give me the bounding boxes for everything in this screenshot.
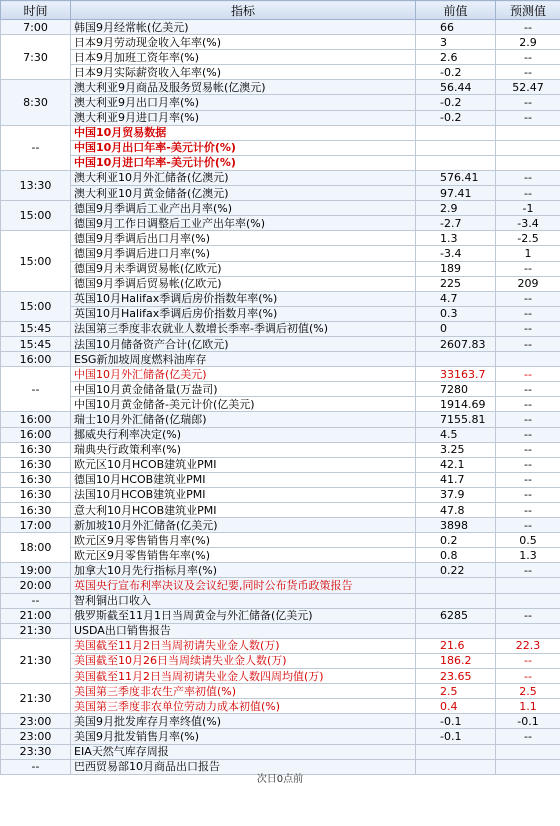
row-forecast: 1 xyxy=(496,246,560,261)
row-previous: 66 xyxy=(416,20,496,35)
row-indicator: 中国10月黄金储备量(万盎司) xyxy=(71,382,416,397)
row-forecast: 2.9 xyxy=(496,35,560,50)
row-forecast: -1 xyxy=(496,201,560,216)
table-row[interactable] xyxy=(1,216,560,231)
row-forecast: -- xyxy=(496,669,560,684)
row-indicator: 中国10月贸易数据 xyxy=(71,125,416,140)
row-indicator: 澳大利亚9月商品及服务贸易帐(亿澳元) xyxy=(71,80,416,95)
row-forecast: -- xyxy=(496,95,560,110)
row-indicator: 俄罗斯截至11月1日当周黄金与外汇储备(亿美元) xyxy=(71,608,416,623)
table-row[interactable] xyxy=(1,155,560,170)
row-time: 21:30 xyxy=(1,623,71,638)
row-previous: 3898 xyxy=(416,518,496,533)
row-forecast: -- xyxy=(496,608,560,623)
row-previous: 2.6 xyxy=(416,50,496,65)
row-previous: 97.41 xyxy=(416,186,496,201)
table-row[interactable] xyxy=(1,487,560,502)
row-forecast: 2.5 xyxy=(496,684,560,699)
table-row[interactable] xyxy=(1,427,560,442)
row-forecast xyxy=(496,578,560,593)
row-time: 23:00 xyxy=(1,714,71,729)
row-previous: 47.8 xyxy=(416,503,496,518)
row-previous: 2607.83 xyxy=(416,336,496,351)
row-time: 15:00 xyxy=(1,231,71,291)
row-time: 18:00 xyxy=(1,533,71,563)
table-row[interactable] xyxy=(1,533,560,548)
row-forecast: -- xyxy=(496,382,560,397)
table-row[interactable] xyxy=(1,563,560,578)
row-previous xyxy=(416,744,496,759)
row-indicator: 英国央行宣布利率决议及会议纪要,同时公布货币政策报告 xyxy=(71,578,416,593)
table-row[interactable] xyxy=(1,352,560,367)
table-row[interactable] xyxy=(1,744,560,759)
header-forecast: 预测值 xyxy=(496,1,560,20)
row-previous: 0.3 xyxy=(416,306,496,321)
row-indicator: 美国截至11月2日当周初请失业金人数四周均值(万) xyxy=(71,669,416,684)
row-time: 16:30 xyxy=(1,487,71,502)
row-previous: -2.7 xyxy=(416,216,496,231)
table-row[interactable] xyxy=(1,65,560,80)
header-time: 时间 xyxy=(1,1,71,20)
row-previous: -0.2 xyxy=(416,95,496,110)
table-row[interactable] xyxy=(1,608,560,623)
row-time: 20:00 xyxy=(1,578,71,593)
row-forecast: 22.3 xyxy=(496,638,560,653)
table-row[interactable] xyxy=(1,699,560,714)
table-row[interactable] xyxy=(1,367,560,382)
row-forecast: -- xyxy=(496,20,560,35)
header-previous: 前值 xyxy=(416,1,496,20)
row-forecast: -- xyxy=(496,518,560,533)
row-previous: 21.6 xyxy=(416,638,496,653)
row-time: 23:00 xyxy=(1,729,71,744)
row-previous: 3.25 xyxy=(416,442,496,457)
row-forecast: -- xyxy=(496,186,560,201)
row-previous xyxy=(416,623,496,638)
row-previous: 189 xyxy=(416,261,496,276)
row-indicator: 美国截至11月2日当周初请失业金人数(万) xyxy=(71,638,416,653)
row-forecast xyxy=(496,140,560,155)
table-row[interactable] xyxy=(1,170,560,185)
row-indicator: 韩国9月经常帐(亿美元) xyxy=(71,20,416,35)
row-indicator: 美国第三季度非农生产率初值(%) xyxy=(71,684,416,699)
row-forecast: -- xyxy=(496,306,560,321)
row-previous: -0.2 xyxy=(416,65,496,80)
row-indicator: 澳大利亚10月黄金储备(亿澳元) xyxy=(71,186,416,201)
row-previous: 0.8 xyxy=(416,548,496,563)
row-forecast: -- xyxy=(496,487,560,502)
table-header xyxy=(1,1,560,20)
table-row[interactable] xyxy=(1,669,560,684)
table-row[interactable] xyxy=(1,201,560,216)
row-previous: 37.9 xyxy=(416,487,496,502)
row-time: 15:00 xyxy=(1,201,71,231)
row-indicator: 美国第三季度非农单位劳动力成本初值(%) xyxy=(71,699,416,714)
row-previous: 576.41 xyxy=(416,170,496,185)
row-time: 15:45 xyxy=(1,321,71,336)
table-row[interactable] xyxy=(1,548,560,563)
table-row[interactable] xyxy=(1,336,560,351)
row-indicator: 澳大利亚9月进口月率(%) xyxy=(71,110,416,125)
table-row[interactable] xyxy=(1,729,560,744)
row-previous xyxy=(416,759,496,774)
row-forecast: -- xyxy=(496,442,560,457)
row-previous xyxy=(416,155,496,170)
row-forecast: -- xyxy=(496,503,560,518)
row-indicator: 澳大利亚9月出口月率(%) xyxy=(71,95,416,110)
row-previous: 186.2 xyxy=(416,653,496,668)
table-row[interactable] xyxy=(1,623,560,638)
table-row[interactable] xyxy=(1,321,560,336)
row-previous: 56.44 xyxy=(416,80,496,95)
row-previous: 2.5 xyxy=(416,684,496,699)
row-indicator: 新加坡10月外汇储备(亿美元) xyxy=(71,518,416,533)
row-indicator: 德国9月季调后出口月率(%) xyxy=(71,231,416,246)
row-indicator: 日本9月实际薪资收入年率(%) xyxy=(71,65,416,80)
row-time: 21:30 xyxy=(1,638,71,683)
row-indicator: 智利铜出口收入 xyxy=(71,593,416,608)
row-time: 19:00 xyxy=(1,563,71,578)
row-forecast xyxy=(496,759,560,774)
table-row[interactable] xyxy=(1,382,560,397)
table-row[interactable] xyxy=(1,714,560,729)
table-row[interactable] xyxy=(1,578,560,593)
row-time: 23:30 xyxy=(1,744,71,759)
row-time: 21:30 xyxy=(1,684,71,714)
row-forecast: -- xyxy=(496,336,560,351)
row-indicator: 中国10月出口年率-美元计价(%) xyxy=(71,140,416,155)
table-row[interactable] xyxy=(1,291,560,306)
next-day-caption: 次日0点前 xyxy=(256,773,304,785)
row-time: 15:00 xyxy=(1,291,71,321)
table-row[interactable] xyxy=(1,518,560,533)
table-row[interactable] xyxy=(1,397,560,412)
row-previous xyxy=(416,140,496,155)
row-forecast: -- xyxy=(496,321,560,336)
row-previous: -0.1 xyxy=(416,714,496,729)
table-row[interactable] xyxy=(1,442,560,457)
table-row[interactable] xyxy=(1,684,560,699)
row-time: 17:00 xyxy=(1,518,71,533)
row-forecast: -0.1 xyxy=(496,714,560,729)
row-forecast xyxy=(496,593,560,608)
row-indicator: 中国10月黄金储备-美元计价(亿美元) xyxy=(71,397,416,412)
row-forecast: -- xyxy=(496,110,560,125)
row-previous: 7155.81 xyxy=(416,412,496,427)
row-previous: 225 xyxy=(416,276,496,291)
row-forecast: -2.5 xyxy=(496,231,560,246)
row-forecast: 52.47 xyxy=(496,80,560,95)
row-indicator: 巴西贸易部10月商品出口报告 xyxy=(71,759,416,774)
row-previous: -3.4 xyxy=(416,246,496,261)
table-row[interactable] xyxy=(1,35,560,50)
row-previous: 1.3 xyxy=(416,231,496,246)
row-indicator: ESG新加坡周度燃料油库存 xyxy=(71,352,416,367)
row-previous: 0 xyxy=(416,321,496,336)
row-indicator: 美国9月批发库存月率终值(%) xyxy=(71,714,416,729)
table-row[interactable] xyxy=(1,50,560,65)
row-forecast: -- xyxy=(496,291,560,306)
row-time: 16:00 xyxy=(1,352,71,367)
row-indicator: 法国第三季度非农就业人数增长季率-季调后初值(%) xyxy=(71,321,416,336)
row-forecast: 209 xyxy=(496,276,560,291)
row-time: -- xyxy=(1,593,71,608)
table-row[interactable] xyxy=(1,20,560,35)
row-indicator: 德国9月季调后贸易帐(亿欧元) xyxy=(71,276,416,291)
row-previous xyxy=(416,593,496,608)
row-indicator: EIA天然气库存周报 xyxy=(71,744,416,759)
row-previous: 4.7 xyxy=(416,291,496,306)
row-time: 21:00 xyxy=(1,608,71,623)
row-previous: 0.4 xyxy=(416,699,496,714)
row-forecast: -- xyxy=(496,563,560,578)
row-time: -- xyxy=(1,125,71,170)
table-row[interactable] xyxy=(1,186,560,201)
row-forecast xyxy=(496,744,560,759)
row-indicator: USDA出口销售报告 xyxy=(71,623,416,638)
row-previous: 23.65 xyxy=(416,669,496,684)
row-previous: 4.5 xyxy=(416,427,496,442)
row-time: -- xyxy=(1,759,71,774)
row-indicator: 瑞典央行政策利率(%) xyxy=(71,442,416,457)
row-previous: 42.1 xyxy=(416,457,496,472)
row-forecast: -3.4 xyxy=(496,216,560,231)
row-indicator: 日本9月加班工资年率(%) xyxy=(71,50,416,65)
row-previous xyxy=(416,352,496,367)
row-time: 8:30 xyxy=(1,80,71,125)
row-indicator: 中国10月外汇储备(亿美元) xyxy=(71,367,416,382)
row-indicator: 瑞士10月外汇储备(亿瑞郎) xyxy=(71,412,416,427)
table-row[interactable] xyxy=(1,80,560,95)
row-forecast: -- xyxy=(496,427,560,442)
row-indicator: 美国9月批发销售月率(%) xyxy=(71,729,416,744)
row-forecast: -- xyxy=(496,367,560,382)
row-indicator: 德国9月季调后工业产出月率(%) xyxy=(71,201,416,216)
row-forecast: -- xyxy=(496,170,560,185)
row-previous: 1914.69 xyxy=(416,397,496,412)
row-forecast: -- xyxy=(496,653,560,668)
row-time: 16:30 xyxy=(1,457,71,472)
row-indicator: 欧元区9月零售销售月率(%) xyxy=(71,533,416,548)
row-indicator: 澳大利亚10月外汇储备(亿澳元) xyxy=(71,170,416,185)
row-time: 13:30 xyxy=(1,170,71,200)
row-indicator: 美国截至10月26日当周续请失业金人数(万) xyxy=(71,653,416,668)
row-forecast: -- xyxy=(496,65,560,80)
table-row[interactable] xyxy=(1,95,560,110)
row-time: 16:00 xyxy=(1,427,71,442)
row-time: 7:00 xyxy=(1,20,71,35)
row-forecast: -- xyxy=(496,472,560,487)
row-indicator: 欧元区10月HCOB建筑业PMI xyxy=(71,457,416,472)
row-indicator: 日本9月劳动现金收入年率(%) xyxy=(71,35,416,50)
row-time: 16:30 xyxy=(1,442,71,457)
row-previous: -0.2 xyxy=(416,110,496,125)
row-forecast: -- xyxy=(496,261,560,276)
table-row[interactable] xyxy=(1,472,560,487)
table-row[interactable] xyxy=(1,306,560,321)
row-indicator: 德国10月HCOB建筑业PMI xyxy=(71,472,416,487)
row-previous: 6285 xyxy=(416,608,496,623)
table-row[interactable] xyxy=(1,759,560,774)
row-previous: 41.7 xyxy=(416,472,496,487)
row-forecast xyxy=(496,155,560,170)
row-forecast: -- xyxy=(496,50,560,65)
row-time: 7:30 xyxy=(1,35,71,80)
row-forecast: -- xyxy=(496,397,560,412)
row-indicator: 欧元区9月零售销售年率(%) xyxy=(71,548,416,563)
table-row[interactable] xyxy=(1,246,560,261)
row-indicator: 德国9月季调后进口月率(%) xyxy=(71,246,416,261)
row-previous: 33163.7 xyxy=(416,367,496,382)
row-forecast xyxy=(496,623,560,638)
table-row[interactable] xyxy=(1,638,560,653)
row-indicator: 中国10月进口年率-美元计价(%) xyxy=(71,155,416,170)
row-forecast: -- xyxy=(496,412,560,427)
row-previous: -0.1 xyxy=(416,729,496,744)
row-indicator: 挪威央行利率决定(%) xyxy=(71,427,416,442)
table-row[interactable] xyxy=(1,457,560,472)
row-previous xyxy=(416,578,496,593)
row-previous: 7280 xyxy=(416,382,496,397)
table-row[interactable] xyxy=(1,593,560,608)
table-row[interactable] xyxy=(1,653,560,668)
row-previous: 3 xyxy=(416,35,496,50)
row-forecast: 1.1 xyxy=(496,699,560,714)
row-indicator: 法国10月储备资产合计(亿欧元) xyxy=(71,336,416,351)
table-row[interactable] xyxy=(1,503,560,518)
table-row[interactable] xyxy=(1,276,560,291)
row-forecast xyxy=(496,125,560,140)
row-indicator: 英国10月Halifax季调后房价指数年率(%) xyxy=(71,291,416,306)
row-forecast: -- xyxy=(496,729,560,744)
row-indicator: 德国9月工作日调整后工业产出年率(%) xyxy=(71,216,416,231)
row-previous: 0.2 xyxy=(416,533,496,548)
row-indicator: 法国10月HCOB建筑业PMI xyxy=(71,487,416,502)
row-previous: 0.22 xyxy=(416,563,496,578)
table-row[interactable] xyxy=(1,231,560,246)
row-indicator: 德国9月未季调贸易帐(亿欧元) xyxy=(71,261,416,276)
table-row[interactable] xyxy=(1,125,560,140)
row-time: 16:30 xyxy=(1,472,71,487)
row-time: 15:45 xyxy=(1,336,71,351)
row-previous xyxy=(416,125,496,140)
row-indicator: 意大利10月HCOB建筑业PMI xyxy=(71,503,416,518)
row-time: 16:00 xyxy=(1,412,71,427)
row-indicator: 英国10月Halifax季调后房价指数月率(%) xyxy=(71,306,416,321)
row-forecast: -- xyxy=(496,457,560,472)
row-forecast: 1.3 xyxy=(496,548,560,563)
header-indicator: 指标 xyxy=(71,1,416,20)
row-previous: 2.9 xyxy=(416,201,496,216)
row-time: -- xyxy=(1,367,71,412)
row-time: 16:30 xyxy=(1,503,71,518)
row-forecast: 0.5 xyxy=(496,533,560,548)
table-row[interactable] xyxy=(1,412,560,427)
table-row[interactable] xyxy=(1,261,560,276)
row-indicator: 加拿大10月先行指标月率(%) xyxy=(71,563,416,578)
table-row[interactable] xyxy=(1,140,560,155)
table-row[interactable] xyxy=(1,110,560,125)
row-forecast xyxy=(496,352,560,367)
